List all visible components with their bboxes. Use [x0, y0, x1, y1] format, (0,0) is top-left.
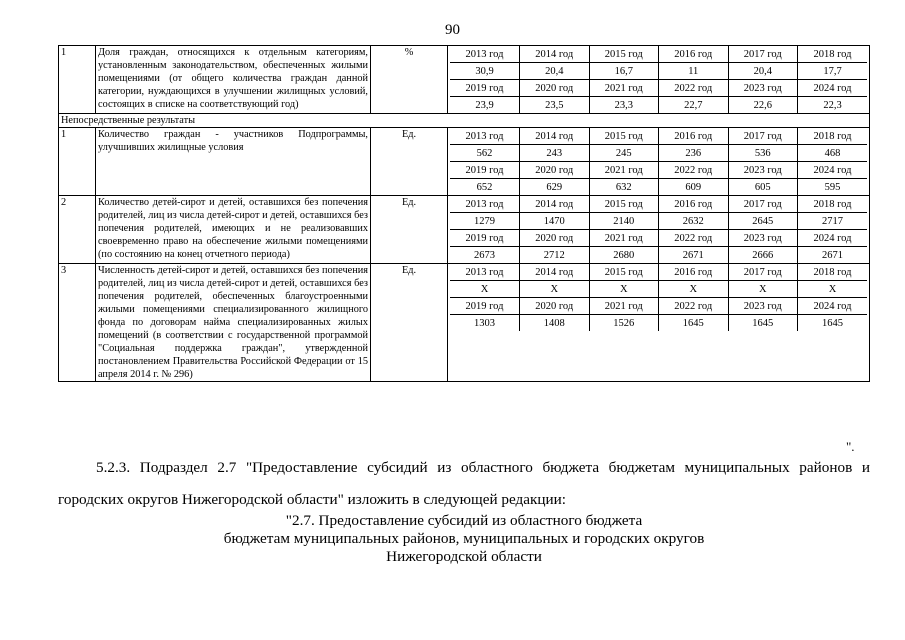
year-label: 2024 год — [798, 298, 868, 315]
year-label: 2021 год — [589, 230, 659, 247]
section-row — [59, 114, 870, 128]
year-value: 236 — [659, 145, 729, 162]
year-header-row — [450, 298, 867, 315]
year-value: 595 — [824, 181, 841, 193]
year-value: 23,5 — [520, 97, 590, 114]
year-label: 2024 год — [798, 230, 868, 247]
year-values-cell — [448, 196, 870, 264]
year-header-row — [450, 162, 867, 179]
year-value: 2632 — [659, 213, 729, 230]
year-values-cell — [448, 264, 870, 382]
amendment-paragraph: 5.2.3. Подраздел 2.7 "Предоставление субсидий из областного бюджета бюджетам муниципальных районов и городских округов Нижегородской области" изложить в следующей редакции: — [58, 459, 870, 508]
year-label: 2017 год — [728, 46, 798, 63]
year-value: 30,9 — [450, 63, 520, 80]
year-values-grid — [450, 128, 867, 195]
year-value: 632 — [589, 179, 659, 196]
year-value: 609 — [659, 179, 729, 196]
indicator-name: Количество граждан - участников Подпрограммы, улучшивших жилищные условия — [96, 128, 371, 196]
year-value: X — [659, 281, 729, 298]
year-label: 2018 год — [798, 128, 868, 145]
year-value-row — [450, 281, 867, 298]
indicator-row — [59, 128, 870, 196]
year-value: 536 — [728, 145, 798, 162]
closing-quote: ". — [846, 439, 855, 454]
year-value: 1645 — [659, 315, 729, 332]
year-value: 1303 — [450, 315, 520, 332]
year-value: 11 — [659, 63, 729, 80]
indicator-unit: % — [371, 46, 448, 114]
indicators-table-wrapper — [58, 45, 870, 382]
year-label: 2019 год — [450, 162, 520, 179]
year-values-grid — [450, 264, 867, 331]
year-label: 2023 год — [728, 80, 798, 97]
year-value: 1526 — [589, 315, 659, 332]
year-label: 2020 год — [520, 80, 590, 97]
year-value: 629 — [520, 179, 590, 196]
year-label: 2013 год — [450, 264, 520, 281]
year-label: 2016 год — [659, 264, 729, 281]
year-value: 17,7 — [798, 63, 868, 80]
year-value: 2673 — [450, 247, 520, 264]
year-label: 2022 год — [659, 162, 729, 179]
year-label: 2017 год — [728, 128, 798, 145]
year-label: 2022 год — [659, 80, 729, 97]
row-number: 1 — [59, 46, 96, 114]
year-value: 2140 — [589, 213, 659, 230]
year-label: 2017 год — [728, 264, 798, 281]
year-value: 1279 — [450, 213, 520, 230]
year-value: 22,3 — [823, 99, 842, 111]
year-label: 2020 год — [520, 230, 590, 247]
year-label: 2014 год — [520, 46, 590, 63]
year-value: 22,6 — [728, 97, 798, 114]
year-label: 2021 год — [589, 162, 659, 179]
year-label: 2019 год — [450, 230, 520, 247]
indicator-row — [59, 196, 870, 264]
year-label: 2013 год — [450, 46, 520, 63]
year-header-row — [450, 80, 867, 97]
subsection-heading — [58, 512, 870, 566]
year-value-row — [450, 315, 867, 332]
year-label: 2024 год — [798, 162, 868, 179]
row-number: 3 — [59, 264, 96, 382]
heading-line: Нижегородской области — [386, 548, 542, 565]
year-label: 2020 год — [520, 162, 590, 179]
year-label: 2014 год — [520, 196, 590, 213]
year-value: 2671 — [822, 249, 843, 261]
year-label: 2014 год — [520, 128, 590, 145]
year-value-row — [450, 213, 867, 230]
year-header-row — [450, 46, 867, 63]
year-value: 652 — [450, 179, 520, 196]
year-label: 2015 год — [589, 264, 659, 281]
year-value: 468 — [798, 145, 868, 162]
year-label: 2018 год — [798, 46, 868, 63]
year-header-row — [450, 264, 867, 281]
year-value: 23,9 — [450, 97, 520, 114]
year-value-row — [450, 179, 867, 196]
year-value: 2717 — [798, 213, 868, 230]
year-values-grid — [450, 196, 867, 263]
year-value: 1408 — [520, 315, 590, 332]
year-value: 20,4 — [728, 63, 798, 80]
year-value: 245 — [589, 145, 659, 162]
row-number: 1 — [59, 128, 96, 196]
year-label: 2015 год — [589, 46, 659, 63]
indicator-unit: Ед. — [371, 128, 448, 196]
year-label: 2018 год — [798, 196, 868, 213]
year-values-cell — [448, 128, 870, 196]
year-label: 2018 год — [798, 264, 868, 281]
year-label: 2023 год — [728, 230, 798, 247]
year-label: 2015 год — [589, 128, 659, 145]
section-label: Непосредственные результаты — [59, 114, 870, 128]
year-header-row — [450, 230, 867, 247]
year-label: 2020 год — [520, 298, 590, 315]
year-value: X — [450, 281, 520, 298]
year-label: 2014 год — [520, 264, 590, 281]
year-value: 23,3 — [589, 97, 659, 114]
year-label: 2023 год — [728, 162, 798, 179]
year-label: 2017 год — [728, 196, 798, 213]
year-value: 2680 — [589, 247, 659, 264]
year-value: 2712 — [520, 247, 590, 264]
year-values-cell — [448, 46, 870, 114]
year-label: 2013 год — [450, 196, 520, 213]
year-label: 2021 год — [589, 298, 659, 315]
year-label: 2016 год — [659, 46, 729, 63]
year-value-row — [450, 97, 867, 114]
indicator-row — [59, 264, 870, 382]
year-label: 2022 год — [659, 230, 729, 247]
year-value: X — [798, 281, 868, 298]
year-header-row — [450, 128, 867, 145]
year-value-row — [450, 145, 867, 162]
year-value: 1470 — [520, 213, 590, 230]
row-number: 2 — [59, 196, 96, 264]
page-number: 90 — [445, 22, 460, 38]
indicator-unit: Ед. — [371, 264, 448, 382]
year-label: 2019 год — [450, 298, 520, 315]
year-value: 20,4 — [520, 63, 590, 80]
year-value: X — [589, 281, 659, 298]
year-header-row — [450, 196, 867, 213]
year-label: 2015 год — [589, 196, 659, 213]
year-label: 2023 год — [728, 298, 798, 315]
year-label: 2024 год — [798, 80, 868, 97]
indicator-name: Количество детей-сирот и детей, оставшихся без попечения родителей, лиц из числа детей-сирот и детей, оставшихся без попечения родителей, имеющих и не реализовавших своевременно право на обеспечение жилыми помещениями (по состоянию на конец отчетного периода) — [96, 196, 371, 264]
heading-line: бюджетам муниципальных районов, муниципальных и городских округов — [223, 530, 705, 547]
year-label: 2016 год — [659, 196, 729, 213]
year-value: 2671 — [659, 247, 729, 264]
year-label: 2016 год — [659, 128, 729, 145]
year-value: 16,7 — [589, 63, 659, 80]
year-value: 2666 — [728, 247, 798, 264]
indicator-name: Численность детей-сирот и детей, оставшихся без попечения родителей, лиц из числа детей-сирот и детей, оставшихся без попечения родителей, обеспеченных благоустроенными жилыми помещениями специализированного жилищного фонда по договорам найма специализированных жилых помещений (в соответствии с государственной программой "Социальная поддержка граждан", утвержденной постановлением Правительства Российской Федерации от 15 апреля 2014 г. № 296) — [96, 264, 371, 382]
year-value-row — [450, 247, 867, 264]
year-value: X — [520, 281, 590, 298]
year-label: 2021 год — [589, 80, 659, 97]
year-value: 22,7 — [659, 97, 729, 114]
year-value: 1645 — [822, 317, 843, 329]
year-label: 2022 год — [659, 298, 729, 315]
year-label: 2019 год — [450, 80, 520, 97]
year-label: 2013 год — [450, 128, 520, 145]
indicators-table — [58, 45, 870, 382]
indicator-name: Доля граждан, относящихся к отдельным категориям, установленным законодательством, обеспеченных жилыми помещениями (от общего количества граждан данной категории, нуждающихся в улучшении жилищных условий, состоящих в списке на соответствующий год) — [96, 46, 371, 114]
year-value: 605 — [728, 179, 798, 196]
indicator-row — [59, 46, 870, 114]
year-value: 2645 — [728, 213, 798, 230]
year-value: 1645 — [728, 315, 798, 332]
year-values-grid — [450, 46, 867, 113]
year-value: 562 — [450, 145, 520, 162]
heading-line: "2.7. Предоставление субсидий из областного бюджета — [285, 512, 643, 529]
year-value: X — [728, 281, 798, 298]
indicator-unit: Ед. — [371, 196, 448, 264]
year-value: 243 — [520, 145, 590, 162]
year-value-row — [450, 63, 867, 80]
